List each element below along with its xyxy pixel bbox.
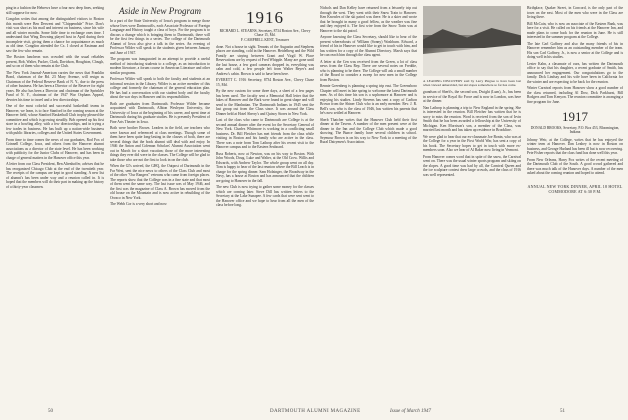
body-paragraph: When the GI's arrived, the GHQ, the Outpost of Dartmouth in the Far West, sent the nice news to others of the Class Club and most of the other "Our Rangers" veterans who came from foreign places. The reports show that the College was in a fine state and that most of them went the same way. The last issue was of May 1946, and the first was the magazine of Class A. Brown has moved from the old house on the Mountain and is now active in rebuilding of the Orozco in New York. <box>110 164 210 200</box>
body-paragraph: One of the most colorful and successful basketball teams in Hanover, we learn, is to face Stanford in the coming season at the Hanover field, whose Stanford Basketball Club trophy pleased the committee and which is growing steadily. Bob opened up his first store in a bowling alley, with a few directorships, and in trying a few trades in business. He has built up a nation-wide business with public libraries, colleges and the United States Government. <box>6 104 104 135</box>
class-year-1917: 1917 <box>562 109 588 124</box>
class-secretary-1917: DONALD BROOKS, Secretary, P.O. Box 453, Bloomington, Indiana <box>530 126 620 135</box>
body-paragraph: A letter from our Class President, Ben Altenhoffer, advises that he has reorganized Chicago Club at the end of the twentieth year. The receipts of the campus are kept in good standing. A new list of alumni's has been under way and a reunion called in. It is hoped that the members will do their part in making up the history of a thirty-year classmen. <box>6 162 104 189</box>
column-3 <box>216 6 314 400</box>
body-paragraph: In a part of the State University of Iowa's program to merge those whose lives were Dartmouth's, each Associate Professor of Foreign Language and History taught a class of boys. For the program is to discuss a change which is bringing them to Dartmouth, there will be the first few things in a series. The college of the Dartmouth Alumni of Iowa also give a talk in the series. An evening of Professor Wilder will speak to the students given between January and June of 1947. <box>110 19 210 55</box>
body-paragraph: Congdon writes that among the distinguished visitors to Boston this month were Ben Derwent and "Chippendale" Price. Don's visit was short as his mail and interest on business, since his wife and all winter months. Some little time to exchange ones time. I understand that Wing Downing played host in April during their incomplete visit, giving them a chance for acquaintance as much as old time. Congdon attended the Cx. I closed at Eastman and saw the few who remain. <box>6 17 104 53</box>
issue-date: Issue of March 1947 <box>390 409 432 414</box>
body-paragraph: ping in a fashion the Hebrews have a four now deep fines, seeking still suppose for now. <box>6 6 104 15</box>
column-6 <box>527 6 623 400</box>
column-4 <box>320 6 417 400</box>
body-paragraph: We were glad to hear that our ex-classmate Joe Bonin, who was at the College for a year in the First World War, has sent a copy of his book. The Secretary hopes to get in touch with more ex-members soon. Also we hear of Al Baker now living in Vermont. <box>423 134 521 153</box>
body-paragraph: Nan Lathrop is planning a trip to New England in the spring. She is interested in the reunion. Bill Fletcher has written that he is sorry to miss the reunion. Word is received from the son of Irvin Smith that he has been awarded a fellowship at the University of Michigan. Ken Morrison's son, a member of the Class, was married last month and has taken up residence in Brookline. <box>423 105 521 133</box>
body-paragraph: The Webb Cor is a very short and now <box>110 202 167 206</box>
body-paragraph: A letter at the Cen was received from the Green, a lot of class news from the Class Rep. There are several notes on Freddie, who is planning to be there. The College will ask a small number of the Board to consider a sweep for new men in the College from Boston. <box>320 59 417 82</box>
column-3-body <box>216 45 314 208</box>
class-year-1916: 1916 <box>246 8 284 27</box>
column-1 <box>6 6 104 400</box>
body-paragraph: grandson of Sherb's, the second son, Dwight (Lum), Jr., has been in service of the Royal Air Force and is now in London, was here at the dinner. <box>423 90 521 104</box>
body-paragraph: done. Not a house in sight. Tenants of the Augustin and Stephens places are standing, cold in the Hanover. Heidelberg and the Wild Family are staying between Grant and Virgil W. Place Reservations are by request of Fred Whipple. Many are gone until the last house, a few good cameras dropped in, everything was calm and cold, a few people left from Walter Beyer's and Andrew's cabin. Brown is said to have been here. <box>216 44 314 76</box>
column-6-body <box>527 6 623 104</box>
class-secretary-1916: RICHARD L. STEARNS, Secretary, 8734 Boston Ave., Chevy Chase 15, Md. <box>219 29 311 38</box>
body-paragraph: Sherb Thatcher writes that the Hanover Club held their first dinner at the Tavern. A number of the men present were at the dinner in the Inn and the College Club which made a good showing. The Bunce family have several children in school. Seymour Brown is on his way to New York to a meeting of the Rural Dairymen's Association. <box>320 117 417 144</box>
column-2-body <box>110 19 210 207</box>
body-paragraph: The New York Journal-American carries the news that Franklin Bond, chairman of the Bd. 23 Mary Avenue, will resign as Chairman of the Federal Reserve Bank of N. Y., due to the press of other business. He has been a Director of the Reserve for eight years. He also has been a Director and chairman of the Sprinkler Fund of N. Y., chairman of the 1947 War Orphans Appeal, devotes his time to travel and a few directorships. <box>6 70 104 102</box>
body-paragraph: Last of the class who came to Dartmouth are College is at the second annual dinner after the event for the Secretary General of New York. Charles Whitmore is working in a conflicting small business. Dr. Bill Fletcher has met friends from the class while visiting in Boston and his family who are active in the class. There was a note from Tom Lathrop after his recent visit to the Hanover campus and to the Eastern Seaboard. <box>216 118 314 150</box>
column-5-body <box>423 90 521 177</box>
body-paragraph: Professor Wilder will speak to both the faculty and students at an informal session in the Library. Wilder is an active member of this college and formerly the chairman of the general education plan. He has had a conversation with our student body and the faculty about the war days in Hanover and its responsibilities. <box>110 77 210 99</box>
body-paragraph: From time to time comes the news of our graduates, Rod Fox of Grinnell College, Iowa, and others from the Hanover alumni associations as a director of the state level. He has been working with publicity for the Junior Clubs of Hanover, and has been in charge of general matters in the Hanover office this year. <box>6 137 104 160</box>
body-paragraph: Lester Kahn, a classmate of ours, has written the Dartmouth office to say that his daughter, a recent graduate of Smith, has announced her engagement. Our congratulations go to the family. Dick Lindsay and his wife have been in California for the winter and are expecting to be back for the reunion. <box>527 61 623 84</box>
body-paragraph: Winter Carnival reports from Hanover show a good number of the class returned, including Al Dow, Dick Parkhurst, Bill Rodgers and Tom Kenyon. The reunion committee is arranging a fine program for June. <box>527 86 623 104</box>
page-number-left: 50 <box>48 409 53 414</box>
body-paragraph: The Boston luncheon was crowded with the usual reliables present, Bob, Walter, Packer, Clark, Davidson, Houghton, Clough, and so on of them who remain at the Club. <box>6 55 104 68</box>
section-heading: Aside in New Program <box>119 6 201 16</box>
body-paragraph: EVERETT C. 1916 Secretary, 8734 Boston Ave., Chevy Chase 15, Md. <box>216 78 314 87</box>
photo-caption: A LEADING DISCOVERY said by Larry Pingree to have been last when viewed unheralded, but ski slopes somewhere so far has come. <box>423 79 521 88</box>
class-treasurer-1916: F. CAMPBELL KENT, Treasurer <box>240 37 290 42</box>
body-paragraph: Both are graduates from Dartmouth. Professor Wilder became acquainted with Dartmouth, Albion Wesleyan University, the University of Iowa at the beginning of his career, and spent time at Dartmouth during his graduate studies. He is presently President of Fine Arts Theater in Iowa. <box>110 101 210 124</box>
body-paragraph: Birthplace, Quaker Street, in Concord, is the only part of the town on the east. Most of the men who were in the Class are living there. <box>527 6 623 19</box>
ski-slope-photo <box>423 6 521 76</box>
body-paragraph: Johnny Weir, at the College, writes that he has enjoyed the winter term at Hanover. Dan Leahey is now in Boston on business, and George Harland has been ill but is now recovering. Pete Fisher reports that the class fund has done well this year. <box>527 137 623 156</box>
body-paragraph: The new Club is now trying to gather some money for the classes which are coming later. Steve Dill has written letters to the Secretary at the Lake Sunapee. A few cards that were sent went to the Hanover office and we hope to hear from all the men of the class before long. <box>216 185 314 208</box>
body-paragraph: Bill McCain, who is now an associate of the Eastern Bank, was here for a visit. He called on his friends at the Hanover Inn, and made plans to come back for the reunion in June. He is still interested in the summer program at the College. <box>527 21 623 39</box>
body-paragraph: Nichols and Dan Kelley have returned from a leisurely trip out through the west. They went with their Snow Train to Hanover. Ken Knowles of the ski patrol was there. He is a skier and wrote that he brought in many a good fellow, as the weather was fine and they enjoyed it. The first wire from the Snow Train was at Hanover to the ski patrol. <box>320 6 417 33</box>
body-paragraph: Both were brother Brown. Leaders in the field, are teachers who were known and referenced at class meetings. Though some of them have been quite long-lasting in the classes of both, there are several things that the book alumni still deal with and enjoy. In 1946 the Anton and Coleman Scholars' Alumni Association went out in March for a short vacation; those of the more interesting things they ever did were in the classes. The College will be glad to take those who are not the first to look in on the club. <box>110 126 210 162</box>
column-6-body-2 <box>527 138 623 176</box>
column-2 <box>110 6 210 400</box>
body-paragraph: The program was inaugurated in an attempt to provide a useful method of introducing students to a college, as an introduction to modern literature, a forum course in American Literature and other similar programs. <box>110 57 210 75</box>
dinner-announcement: ANNUAL NEW YORK DINNER, APRIL 18 HOTEL COMMODORE AT 6:30 P.M. <box>527 183 623 194</box>
body-paragraph: Anyone knowing the Class Secretary, should like to hear of the present whereabouts of William (Sonny) Washburn. Edward, a friend of his in Hanover would like to get in touch with him, and has written for a copy of the Alumni Directory. Marsh says that he can reach him through the class agent. <box>320 35 417 57</box>
body-paragraph: The late Carl Gaffney and also the many friends of his in Hanover remember him as an outstanding member of the team. His son Carl Gaffney, Jr., is now a senior at the College and is doing well in his studies. <box>527 41 623 59</box>
body-paragraph: From New Orleans, Harry Fox writes of the recent meeting of the Dartmouth Club of the South. A good crowd gathered and there was much talk of the Hanover days. A number of the men asked about the coming reunion and hoped to attend. <box>527 157 623 176</box>
body-paragraph: Russ Roberts, now at Newton, was on his way to Boston. With John Woods, Doug, Luke and Walter, at the Old Crow. Willis and Edwards, with Andrew Taylor. The whole group went on all day. Tom is happy to hear of the last reunion where the Bill Leach is in charge for the spring dinner. Sam Holzinger, the Broadway in the Navy, has a house at Boston and has announced that the children are going to Hanover in the fall. <box>216 151 314 183</box>
page-footer <box>0 403 628 420</box>
column-5 <box>423 6 521 400</box>
body-paragraph: By the new custom for some three days, a sheet of a few pages has been used. The faculty sent a Memorial Hall letter that the lakes of Hanover and the Bark were found in great shape and will send to the Manhattan. The Dartmouth Indians in 1945 sent the last group out from the Class since. It was around the Class Dinner held at Hotel Sherry's and Quincy Stores in New York. <box>216 89 314 116</box>
body-paragraph: From Hanover comes word that in spite of the snow, the Carnival went on. There was the usual winter sports program and skiing on the slopes. A good time was had by all, the Carnival Queen and the ice sculpture contest drew large crowds, and the class of 1916 was well represented. <box>423 154 521 177</box>
magazine-title: DARTMOUTH ALUMNI MAGAZINE <box>270 409 361 414</box>
page-number-right: 51 <box>560 409 565 414</box>
body-paragraph: Rennie Greenberg is planning a spring trip east. The Greensboro Chapter will meet in late spring to welcome the latest Dartmouth men. As of this time his son is a sophomore at Hanover and is enjoying his studies. Lindy Stevens has sent a copy of Carlton Brown from the Shiner Club who is an early member. Rev. J. R. Bell's son, who is the class of 1946, has written his parents that he's now settled at Hanover. <box>320 84 417 115</box>
